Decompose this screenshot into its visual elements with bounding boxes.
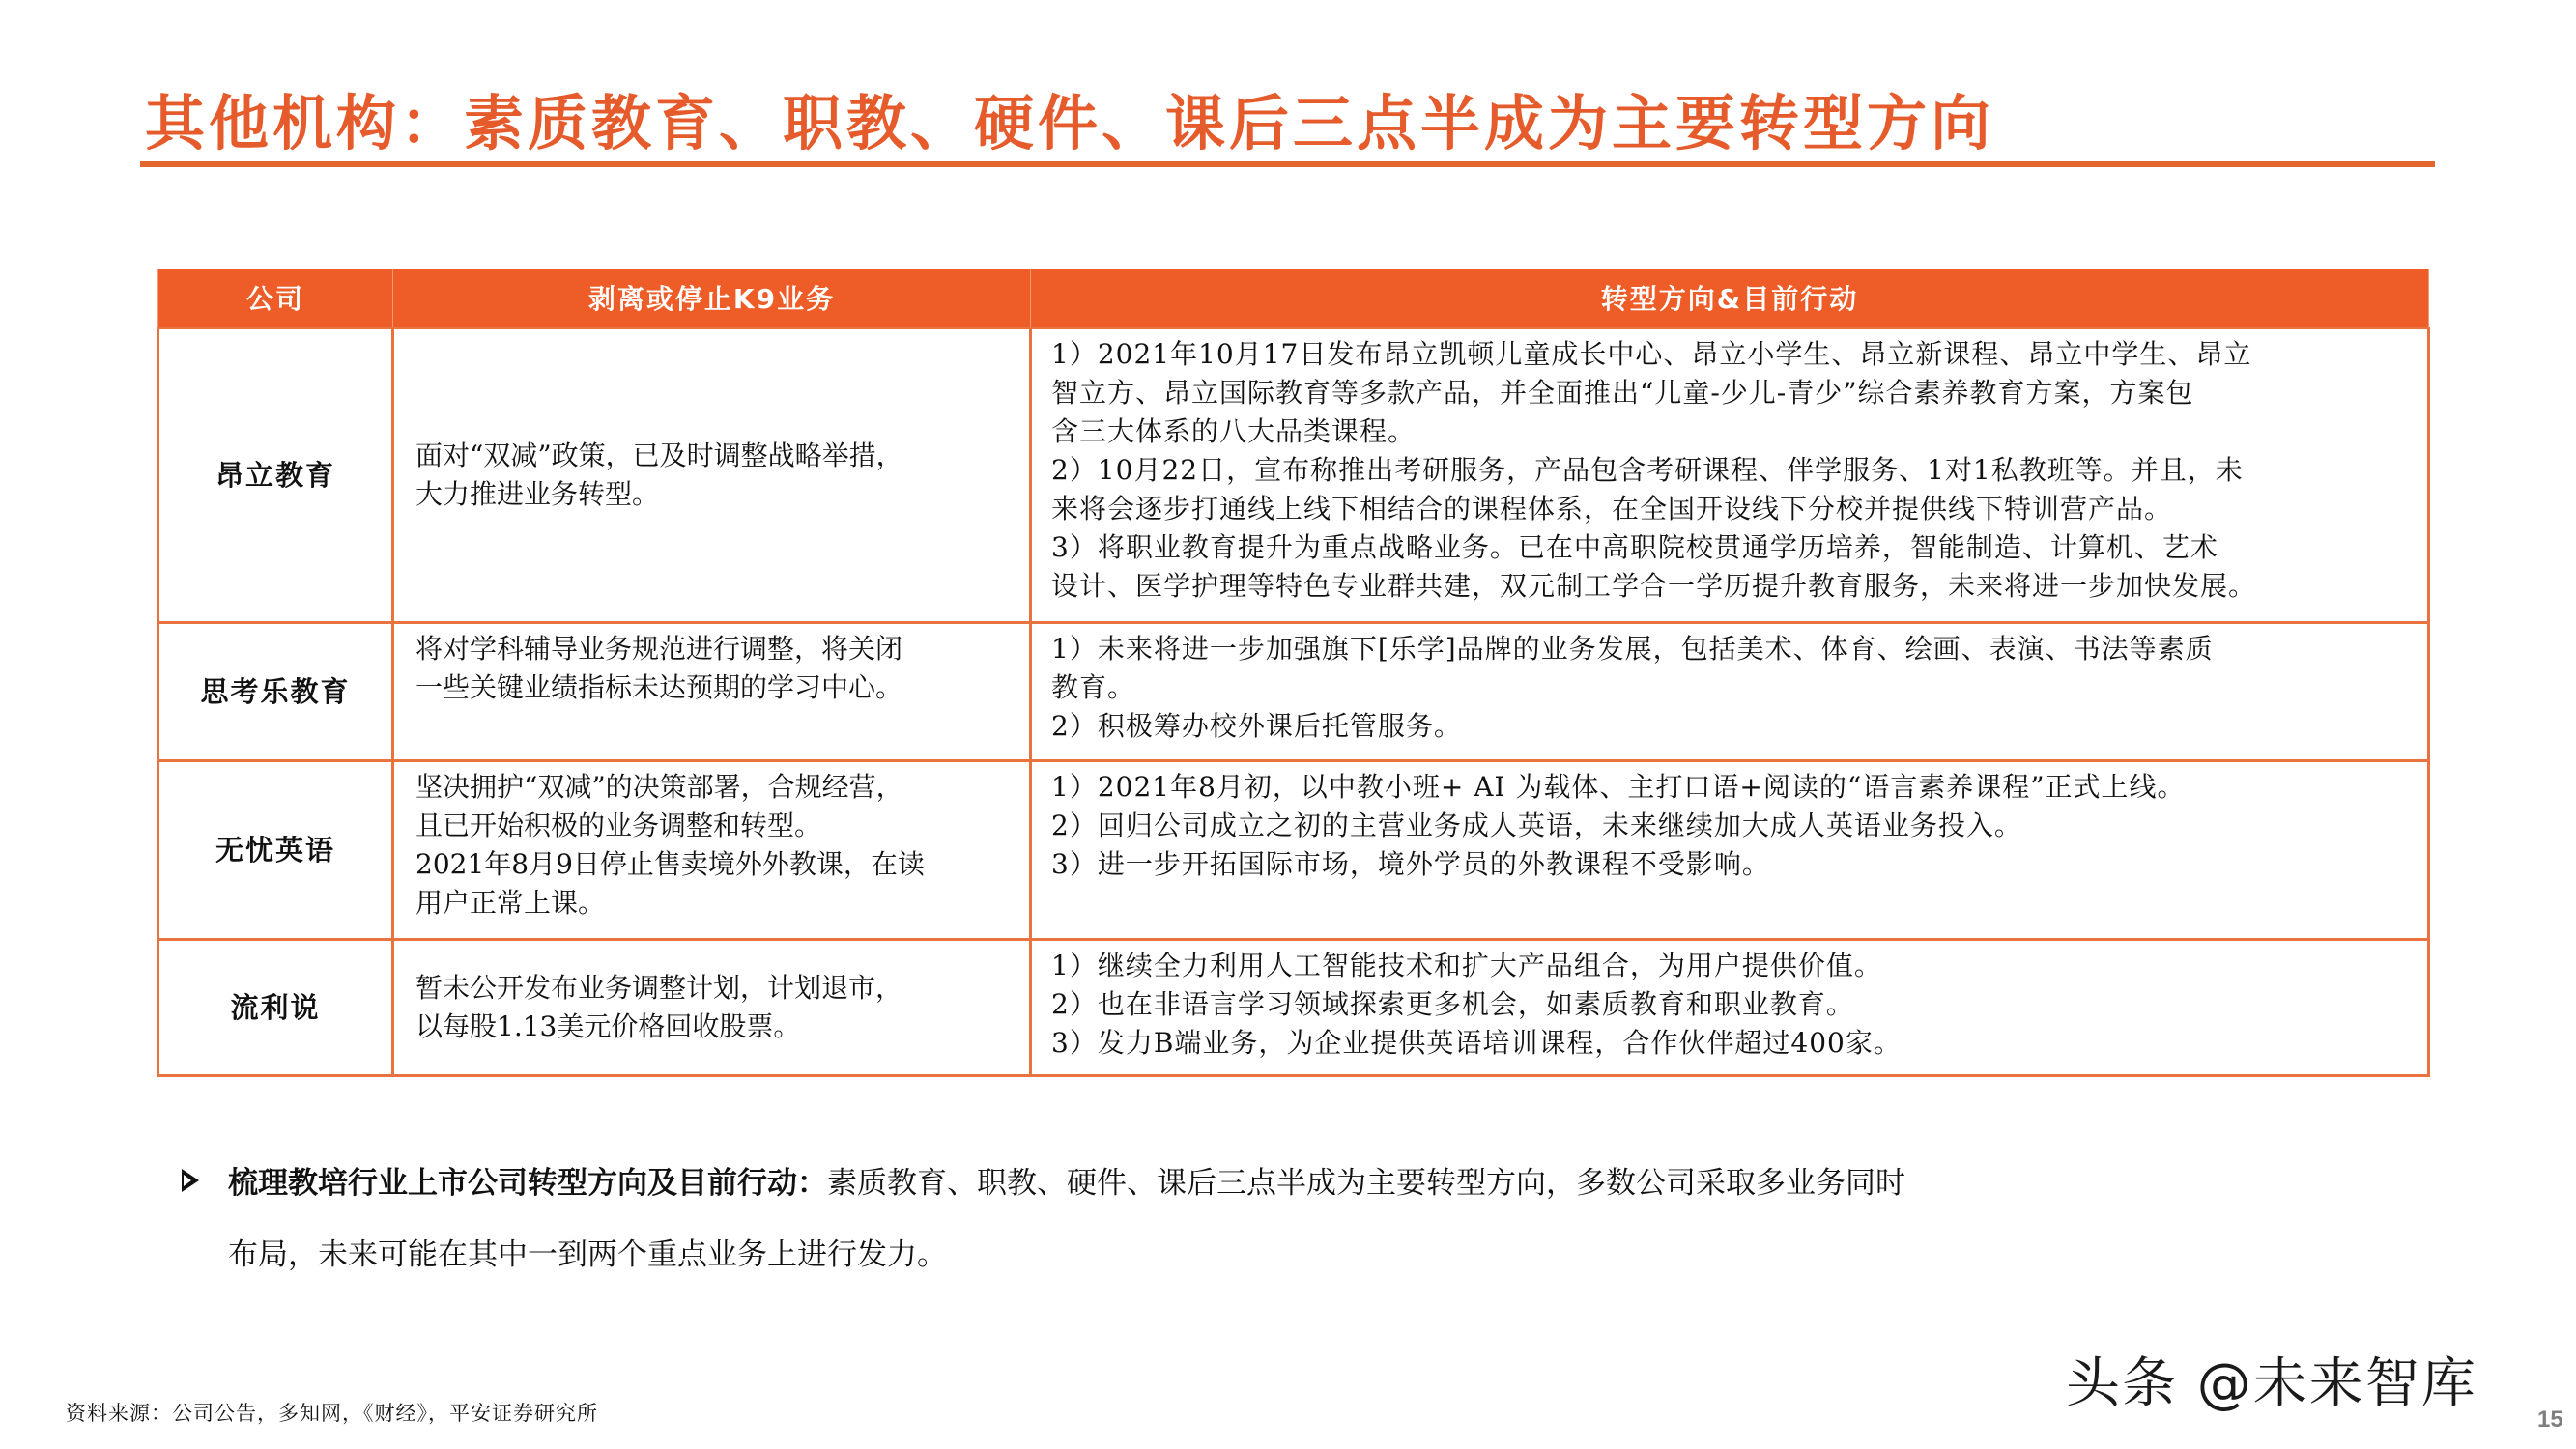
stop-k9-line: 坚决拥护“双减”的决策部署，合规经营，: [415, 771, 903, 803]
table-row: [158, 761, 2429, 940]
arrow-bullet-icon: [182, 1169, 199, 1192]
header-actions: 转型方向&目前行动: [1031, 269, 2429, 328]
action-line: 3）进一步开拓国际市场，境外学员的外教课程不受影响。: [1051, 848, 1770, 880]
action-line: 3）发力B端业务，为企业提供英语培训课程，合作伙伴超过400家。: [1051, 1027, 1902, 1059]
company-cell: 流利说: [158, 940, 393, 1076]
source-note: 资料来源：公司公告，多知网，《财经》，平安证券研究所: [66, 1402, 598, 1425]
stop-k9-line: 大力推进业务转型。: [415, 478, 660, 510]
table-header-row: [158, 269, 2429, 328]
summary-line-1: [228, 1148, 2404, 1219]
actions-cell: [1031, 940, 2429, 1076]
action-line: 1）2021年8月初，以中教小班+ AI 为载体、主打口语+阅读的“语言素养课程”正式上线。: [1051, 771, 2186, 803]
summary-body-2: 布局，未来可能在其中一到两个重点业务上进行发力。: [228, 1237, 947, 1272]
stop-k9-line: 将对学科辅导业务规范进行调整，将关闭: [415, 633, 903, 665]
stop-k9-line: 2021年8月9日停止售卖境外外教课，在读: [415, 848, 925, 880]
action-line: 智立方、昂立国际教育等多款产品，并全面推出“儿童-少儿-青少”综合素养教育方案，方案包: [1051, 377, 2194, 409]
table-row: [158, 328, 2429, 623]
action-line: 1）2021年10月17日发布昂立凯顿儿童成长中心、昂立小学生、昂立新课程、昂立中学生、昂立: [1051, 338, 2252, 370]
stop-k9-cell: [393, 761, 1031, 940]
action-line: 1）未来将进一步加强旗下[乐学]品牌的业务发展，包括美术、体育、绘画、表演、书法等素质: [1051, 633, 2214, 665]
actions-cell: [1031, 623, 2429, 761]
stop-k9-line: 一些关键业绩指标未达预期的学习中心。: [415, 671, 903, 703]
transformation-table: [157, 269, 2430, 1077]
slide-title: 其他机构：素质教育、职教、硬件、课后三点半成为主要转型方向: [145, 88, 1995, 158]
stop-k9-line: 以每股1.13美元价格回收股票。: [415, 1010, 801, 1042]
action-line: 含三大体系的八大品类课程。: [1051, 415, 1417, 447]
action-line: 设计、医学护理等特色专业群共建，双元制工学合一学历提升教育服务，未来将进一步加快发展。: [1051, 570, 2257, 602]
action-line: 1）继续全力利用人工智能技术和扩大产品组合，为用户提供价值。: [1051, 950, 1882, 981]
table-row: [158, 940, 2429, 1076]
action-line: 2）10月22日，宣布称推出考研服务，产品包含考研课程、伴学服务、1对1私教班等。并且，未: [1051, 454, 2244, 486]
company-cell: 无忧英语: [158, 761, 393, 940]
actions-cell: [1031, 328, 2429, 623]
summary-text: [228, 1148, 2404, 1291]
summary-bullet: [182, 1148, 2404, 1291]
stop-k9-cell: [393, 623, 1031, 761]
stop-k9-cell: [393, 328, 1031, 623]
action-line: 教育。: [1051, 671, 1136, 703]
stop-k9-line: 且已开始积极的业务调整和转型。: [415, 810, 822, 841]
action-line: 2）积极筹办校外课后托管服务。: [1051, 710, 1462, 742]
table-row: [158, 623, 2429, 761]
action-line: 3）将职业教育提升为重点战略业务。已在中高职院校贯通学历培养，智能制造、计算机、艺术: [1051, 531, 2218, 563]
summary-body-1: 素质教育、职教、硬件、课后三点半成为主要转型方向，多数公司采取多业务同时: [827, 1166, 1905, 1201]
summary-lead: 梳理教培行业上市公司转型方向及目前行动：: [228, 1166, 827, 1201]
action-line: 2）回归公司成立之初的主营业务成人英语，未来继续加大成人英语业务投入。: [1051, 810, 2022, 841]
stop-k9-cell: [393, 940, 1031, 1076]
watermark: 头条 @未来智库: [2066, 1352, 2477, 1415]
header-company: 公司: [158, 269, 393, 328]
stop-k9-line: 用户正常上课。: [415, 887, 606, 919]
header-stop-k9: 剥离或停止K9业务: [393, 269, 1031, 328]
actions-cell: [1031, 761, 2429, 940]
stop-k9-line: 面对“双减”政策，已及时调整战略举措，: [415, 440, 903, 471]
stop-k9-line: 暂未公开发布业务调整计划，计划退市，: [415, 972, 903, 1004]
page-number: 15: [2537, 1406, 2563, 1433]
company-cell: 思考乐教育: [158, 623, 393, 761]
company-cell: 昂立教育: [158, 328, 393, 623]
action-line: 2）也在非语言学习领域探索更多机会，如素质教育和职业教育。: [1051, 988, 1854, 1020]
title-underline: [140, 161, 2435, 167]
action-line: 来将会逐步打通线上线下相结合的课程体系，在全国开设线下分校并提供线下特训营产品。: [1051, 493, 2173, 525]
